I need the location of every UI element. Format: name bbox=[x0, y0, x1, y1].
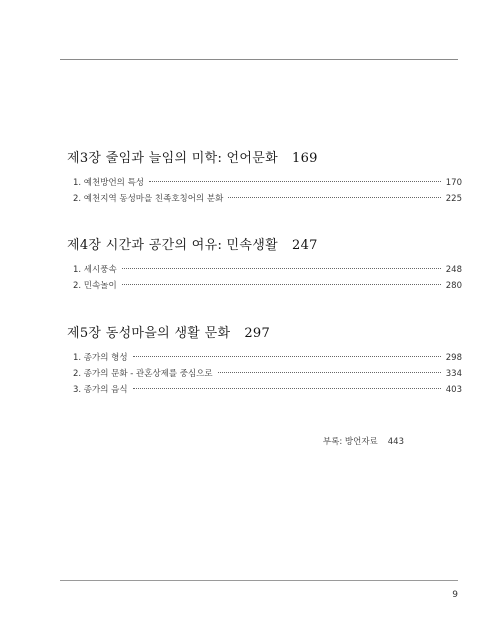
chapter-title[interactable] bbox=[67, 325, 462, 343]
entry-label: 1. 세시풍속 bbox=[73, 265, 117, 275]
entry-page: 225 bbox=[445, 194, 462, 204]
entry-label: 2. 예천지역 동성마을 친족호칭어의 분화 bbox=[73, 194, 224, 204]
toc-entry[interactable] bbox=[67, 191, 500, 207]
chapter-3 bbox=[67, 150, 462, 207]
chapter-title[interactable] bbox=[67, 150, 462, 168]
entry-page: 403 bbox=[445, 385, 462, 395]
dot-leader bbox=[122, 268, 441, 269]
chapter-page: 297 bbox=[244, 326, 271, 341]
dot-leader bbox=[228, 197, 440, 198]
entry-label: 2. 종가의 문화 - 관혼상제를 중심으로 bbox=[73, 369, 213, 379]
toc-entry[interactable] bbox=[67, 366, 500, 382]
dot-leader bbox=[133, 356, 441, 357]
entry-page: 298 bbox=[445, 353, 462, 363]
appendix-entry[interactable] bbox=[323, 435, 404, 447]
chapter-page: 169 bbox=[292, 151, 318, 166]
chapter-title-text: 제4장 시간과 공간의 여유: 민속생활 bbox=[67, 238, 278, 253]
bottom-rule bbox=[60, 580, 458, 581]
toc-entry[interactable] bbox=[67, 262, 500, 278]
entry-label: 1. 종가의 형성 bbox=[73, 353, 128, 363]
dot-leader bbox=[122, 284, 441, 285]
entry-page: 280 bbox=[445, 281, 462, 291]
entry-label: 3. 종가의 음식 bbox=[73, 385, 128, 395]
chapter-title-text: 제5장 동성마을의 생활 문화 bbox=[67, 326, 231, 341]
entry-label: 2. 민속놀이 bbox=[73, 281, 117, 291]
entry-page: 170 bbox=[445, 178, 462, 188]
top-rule bbox=[60, 59, 458, 60]
toc-entry[interactable] bbox=[67, 278, 500, 294]
entry-label: 1. 예천방언의 특성 bbox=[73, 178, 144, 188]
entry-page: 248 bbox=[445, 265, 462, 275]
page-number: 9 bbox=[452, 590, 458, 600]
dot-leader bbox=[149, 181, 441, 182]
appendix-page: 443 bbox=[387, 437, 404, 447]
chapter-page: 247 bbox=[292, 238, 318, 253]
chapter-title-text: 제3장 줄임과 늘임의 미학: 언어문화 bbox=[67, 151, 278, 166]
entry-page: 334 bbox=[445, 369, 462, 379]
chapter-5 bbox=[67, 325, 462, 398]
toc-entry[interactable] bbox=[67, 382, 500, 398]
appendix-label: 부록: 방언자료 bbox=[322, 437, 378, 447]
toc-entry[interactable] bbox=[67, 350, 500, 366]
dot-leader bbox=[133, 388, 441, 389]
toc-entry[interactable] bbox=[67, 175, 500, 191]
dot-leader bbox=[218, 372, 441, 373]
chapter-title[interactable] bbox=[67, 237, 462, 255]
chapter-4 bbox=[67, 237, 462, 294]
